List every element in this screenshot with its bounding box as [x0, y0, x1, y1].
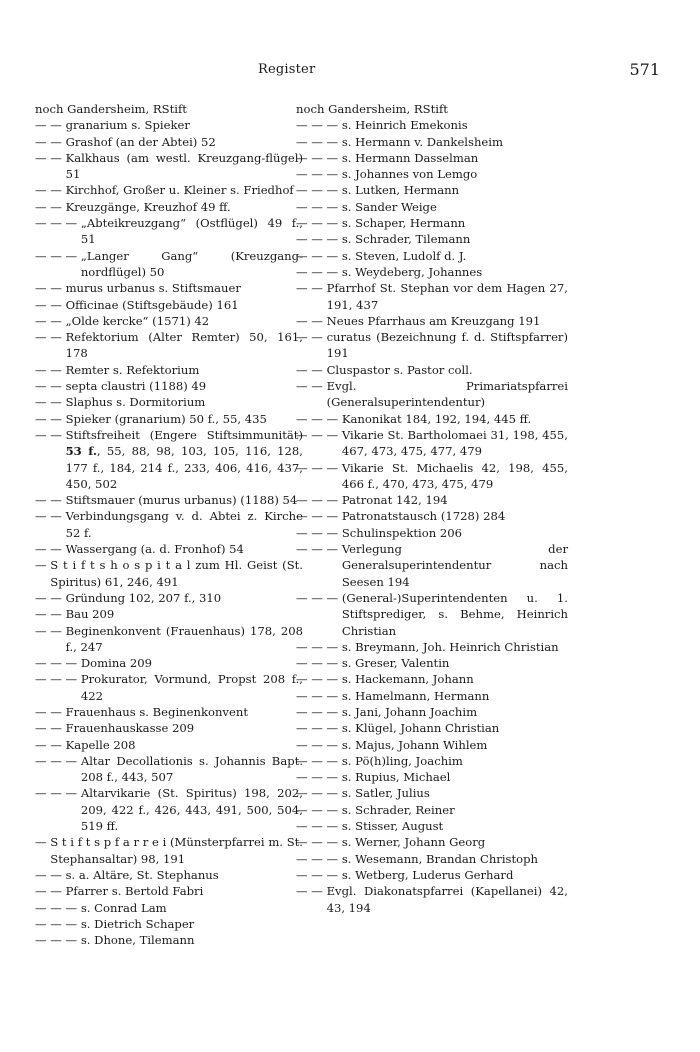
entry-text: Patronat 142, 194 [341, 493, 448, 508]
entry-text: s. Weydeberg, Johannes [341, 264, 483, 279]
index-entry [296, 867, 568, 883]
index-entry [296, 166, 568, 182]
index-entry [35, 101, 303, 117]
entry-text: Gründung 102, 207 f., 310 [65, 590, 222, 605]
entry-text: Bau 209 [65, 607, 115, 622]
index-entry [296, 313, 568, 329]
entry-dashes: — — [35, 590, 66, 605]
index-entry [35, 411, 303, 427]
entry-text: s. Klügel, Johann Christian [341, 721, 500, 736]
entry-text: s. Steven, Ludolf d. J. [341, 248, 467, 263]
index-entry [35, 199, 303, 215]
entry-dashes: — — — [35, 656, 81, 671]
entry-text: Verlegung der Generalsuperintendentur nach Seesen 194 [341, 542, 568, 589]
entry-dashes: — — — [296, 493, 342, 508]
entry-text-bold: 53 f. [65, 444, 97, 459]
entry-dashes: — — — [296, 770, 342, 785]
entry-dashes: — — [35, 379, 66, 394]
entry-text: s. Conrad Lam [80, 900, 167, 915]
entry-text: s. Hamelmann, Hermann [341, 688, 490, 703]
index-entry [296, 150, 568, 166]
entry-text: s. Majus, Johann Wihlem [341, 737, 488, 752]
index-entry [35, 557, 303, 590]
entry-dashes: — — — [296, 150, 342, 165]
entry-text: s. Schrader, Reiner [341, 802, 455, 817]
index-entry [35, 900, 303, 916]
entry-dashes: — — — [296, 427, 342, 442]
entry-dashes: — — — [296, 819, 342, 834]
entry-text: s. Jani, Johann Joachim [341, 704, 478, 719]
index-entry [296, 280, 568, 313]
index-entry [296, 525, 568, 541]
index-entry [296, 753, 568, 769]
index-entry [35, 508, 303, 541]
index-entry [296, 737, 568, 753]
entry-text: „Langer Gang“ (Kreuzgang-nordflügel) 50 [80, 248, 303, 279]
entry-dashes: — [35, 835, 51, 850]
index-entry [296, 427, 568, 460]
index-entry [35, 932, 303, 948]
entry-text: Altarvikarie (St. Spiritus) 198, 202, 209, 422 f., 426, 443, 491, 500, 504, 519 ff. [80, 786, 303, 834]
index-entry [296, 264, 568, 280]
entry-dashes: — — — [35, 933, 81, 948]
entry-text: Stiftsmauer (murus urbanus) (1188) 54 [65, 493, 298, 508]
index-entry [296, 720, 568, 736]
index-entry [35, 916, 303, 932]
entry-dashes: — — — [296, 509, 342, 524]
entry-dashes: — — — [296, 248, 342, 263]
entry-text: Grashof (an der Abtei) 52 [65, 134, 216, 149]
entry-dashes: — — — [296, 835, 342, 850]
entry-dashes: — — — [296, 590, 342, 605]
index-column-left [35, 101, 303, 948]
entry-dashes: — — — [296, 525, 342, 540]
index-entry [296, 541, 568, 590]
entry-text: s. Johannes von Lemgo [341, 167, 478, 182]
index-entry [296, 182, 568, 198]
entry-dashes: — — [35, 313, 66, 328]
index-entry [296, 199, 568, 215]
entry-text: Domina 209 [80, 656, 153, 671]
index-entry [296, 231, 568, 247]
entry-dashes: — — — [296, 802, 342, 817]
entry-text: Frauenhauskasse 209 [65, 721, 195, 736]
entry-text: Kanonikat 184, 192, 194, 445 ff. [341, 411, 532, 426]
entry-text: Beginenkonvent (Frauenhaus) 178, 208 f., 247 [65, 623, 303, 654]
index-entry [296, 639, 568, 655]
entry-text: Slaphus s. Dormitorium [65, 395, 206, 410]
entry-text: Evgl. Diakonatspfarrei (Kapellanei) 42, 43, 194 [326, 884, 568, 915]
entry-text: Pfarrer s. Bertold Fabri [65, 884, 204, 899]
entry-text: s. Greser, Valentin [341, 656, 450, 671]
entry-dashes: — — [35, 721, 66, 736]
index-entry [296, 492, 568, 508]
entry-text: Spieker (granarium) 50 f., 55, 435 [65, 411, 267, 426]
entry-dashes: — — [35, 623, 66, 638]
index-entry [296, 134, 568, 150]
index-entry [296, 818, 568, 834]
entry-text [66, 427, 303, 492]
entry-dashes: — — — [296, 183, 342, 198]
entry-text: „Abteikreuzgang“ (Ostflügel) 49 f., 51 [80, 216, 303, 247]
index-entry [35, 215, 303, 248]
entry-text: s. Lutken, Hermann [341, 183, 460, 198]
entry-text: s. Schrader, Tilemann [341, 232, 471, 247]
entry-text: S t i f t s p f a r r e i (Münsterpfarrei m. St. Stephansaltar) 98, 191 [50, 835, 303, 866]
entry-text: s. Hermann v. Dankelsheim [341, 134, 503, 149]
entry-dashes: — [35, 558, 51, 573]
index-entry [35, 394, 303, 410]
index-entry [296, 671, 568, 687]
index-entry [296, 460, 568, 493]
page-number: 571 [629, 60, 660, 79]
index-entry [296, 378, 568, 411]
entry-text: s. Sander Weige [341, 199, 437, 214]
index-entry [296, 590, 568, 639]
index-entry [35, 867, 303, 883]
entry-dashes: — — [35, 150, 66, 165]
index-entry [296, 411, 568, 427]
entry-text: Verbindungsgang v. d. Abtei z. Kirche 52 f. [65, 509, 303, 540]
entry-text: s. Pö(h)ling, Joachim [341, 753, 463, 768]
index-entry [296, 834, 568, 850]
entry-text: granarium s. Spieker [65, 118, 190, 133]
entry-dashes: — — — [296, 411, 342, 426]
entry-text: Kalkhaus (am westl. Kreuzgang-flügel) 51 [65, 150, 303, 182]
index-entry [35, 280, 303, 296]
index-entry [35, 329, 303, 362]
entry-dashes: — — [296, 330, 327, 345]
index-entry [35, 248, 303, 281]
entry-text: s. Stisser, August [341, 819, 444, 834]
index-entry [35, 313, 303, 329]
entry-dashes: — — [296, 379, 327, 394]
entry-text: curatus (Bezeichnung f. d. Stiftspfarrer) 191 [326, 330, 568, 361]
index-entry [35, 737, 303, 753]
entry-dashes: — — [35, 330, 66, 345]
entry-dashes: — — — [35, 672, 81, 687]
entry-dashes: — — [35, 395, 66, 410]
entry-text: murus urbanus s. Stiftsmauer [65, 281, 241, 296]
index-entry [35, 117, 303, 133]
entry-text: s. Wesemann, Brandan Christoph [341, 851, 539, 866]
entry-dashes: — — [35, 199, 66, 214]
index-entry [35, 492, 303, 508]
entry-text: noch Gandersheim, RStift [296, 102, 448, 116]
index-entry [35, 623, 303, 656]
index-entry [296, 508, 568, 524]
entry-dashes: — — [35, 281, 66, 296]
entry-dashes: — — — [296, 656, 342, 671]
index-entry [296, 851, 568, 867]
entry-text-part: Stiftsfreiheit (Engere Stiftsimmunität) [65, 427, 303, 442]
entry-dashes: — — — [296, 851, 342, 866]
entry-dashes: — — [35, 542, 66, 557]
entry-text: s. Hackemann, Johann [341, 672, 474, 687]
entry-dashes: — — [35, 737, 66, 752]
entry-text: Refektorium (Alter Remter) 50, 161, 178 [65, 330, 303, 361]
index-entry [35, 182, 303, 198]
entry-dashes: — — [35, 134, 66, 149]
index-entry [35, 883, 303, 899]
entry-text: s. Werner, Johann Georg [341, 835, 486, 850]
index-entry [296, 655, 568, 671]
index-entry [35, 834, 303, 867]
index-entry [296, 362, 568, 378]
entry-dashes: — — — [296, 867, 342, 882]
entry-dashes: — — [35, 493, 66, 508]
index-entry [35, 655, 303, 671]
entry-dashes: — — [296, 884, 327, 899]
index-entry [35, 297, 303, 313]
entry-text: Kreuzgänge, Kreuzhof 49 ff. [65, 199, 231, 214]
index-entry [35, 541, 303, 557]
entry-dashes: — — — [296, 721, 342, 736]
entry-dashes: — — — [296, 118, 342, 133]
entry-text: s. Rupius, Michael [341, 770, 451, 785]
entry-dashes: — — — [296, 639, 342, 654]
running-head [0, 62, 700, 82]
entry-text: s. Schaper, Hermann [341, 216, 466, 231]
entry-dashes: — — — [35, 216, 81, 231]
index-entry [296, 883, 568, 916]
page-header-title: Register [258, 62, 316, 77]
entry-text-part: , 55, 88, 98, 103, 105, 116, 128, 177 f., 184, 214 f., 233, 406, 416, 437, 450, 502 [65, 444, 303, 491]
entry-text: s. Breymann, Joh. Heinrich Christian [341, 639, 559, 654]
entry-dashes: — — [35, 509, 66, 524]
index-entry [296, 802, 568, 818]
entry-text: Prokurator, Vormund, Propst 208 f., 422 [80, 672, 303, 703]
entry-text: Wassergang (a. d. Fronhof) 54 [65, 542, 244, 557]
entry-dashes: — — — [296, 753, 342, 768]
index-entry [35, 150, 303, 183]
entry-text: s. Dhone, Tilemann [80, 933, 195, 948]
entry-dashes: — — [296, 362, 327, 377]
entry-dashes: — — — [296, 134, 342, 149]
entry-dashes: — — — [296, 167, 342, 182]
entry-dashes: — — [35, 427, 66, 442]
entry-text: s. a. Altäre, St. Stephanus [65, 867, 219, 882]
entry-text: (General-)Superintendenten u. 1. Stiftsprediger, s. Behme, Heinrich Christian [341, 590, 568, 638]
entry-text: Frauenhaus s. Beginenkonvent [65, 704, 248, 719]
entry-text: „Olde kercke“ (1571) 42 [65, 313, 210, 328]
index-entry [35, 671, 303, 704]
entry-dashes: — — [35, 118, 66, 133]
entry-dashes: — — [35, 411, 66, 426]
index-entry [35, 785, 303, 834]
index-entry [296, 117, 568, 133]
entry-text: Remter s. Refektorium [65, 362, 200, 377]
entry-dashes: — — [296, 313, 327, 328]
entry-text: S t i f t s h o s p i t a l zum Hl. Geist (St. Spiritus) 61, 246, 491 [50, 558, 303, 589]
entry-dashes: — — — [296, 460, 342, 475]
entry-text: Vikarie St. Michaelis 42, 198, 455, 466 f., 470, 473, 475, 479 [341, 460, 568, 491]
index-entry [296, 688, 568, 704]
entry-text: septa claustri (1188) 49 [65, 379, 207, 394]
entry-text: s. Hermann Dasselman [341, 150, 479, 165]
index-entry [296, 329, 568, 362]
entry-dashes: — — [35, 297, 66, 312]
entry-dashes: — — — [35, 900, 81, 915]
index-column-right [296, 101, 568, 916]
entry-dashes: — — — [296, 737, 342, 752]
index-entry [35, 606, 303, 622]
entry-text: Pfarrhof St. Stephan vor dem Hagen 27, 191, 437 [326, 281, 568, 312]
entry-dashes: — — [35, 867, 66, 882]
entry-text: Neues Pfarrhaus am Kreuzgang 191 [326, 313, 541, 328]
entry-dashes: — — [296, 281, 327, 296]
entry-text: s. Heinrich Emekonis [341, 118, 468, 133]
entry-text: s. Satler, Julius [341, 786, 430, 801]
entry-text: Kapelle 208 [65, 737, 136, 752]
entry-text: Vikarie St. Bartholomaei 31, 198, 455, 467, 473, 475, 477, 479 [341, 427, 568, 459]
entry-dashes: — — — [35, 248, 81, 263]
entry-text: Altar Decollationis s. Johannis Bapt. 208 f., 443, 507 [80, 753, 303, 785]
index-entry [35, 134, 303, 150]
index-entry [296, 785, 568, 801]
index-entry [35, 427, 303, 492]
index-entry [35, 378, 303, 394]
entry-dashes: — — — [296, 232, 342, 247]
entry-dashes: — — — [296, 704, 342, 719]
entry-text: Patronatstausch (1728) 284 [341, 509, 506, 524]
index-entry [35, 753, 303, 786]
entry-dashes: — — — [296, 672, 342, 687]
entry-dashes: — — [35, 607, 66, 622]
entry-dashes: — — — [35, 753, 81, 768]
entry-dashes: — — [35, 704, 66, 719]
index-entry [35, 704, 303, 720]
entry-dashes: — — — [35, 916, 81, 931]
entry-text: Evgl. Primariatspfarrei (Generalsuperintendentur) [326, 379, 568, 410]
entry-dashes: — — — [296, 264, 342, 279]
entry-dashes: — — [35, 884, 66, 899]
entry-text: Cluspastor s. Pastor coll. [326, 362, 473, 377]
index-entry [296, 215, 568, 231]
entry-dashes: — — — [296, 688, 342, 703]
index-entry [296, 704, 568, 720]
entry-text: Kirchhof, Großer u. Kleiner s. Friedhof [65, 183, 294, 198]
entry-text: Schulinspektion 206 [341, 525, 462, 540]
entry-text: noch Gandersheim, RStift [35, 102, 187, 116]
entry-dashes: — — — [35, 786, 81, 801]
index-entry [296, 101, 568, 117]
entry-dashes: — — — [296, 786, 342, 801]
index-entry [296, 248, 568, 264]
entry-text: Officinae (Stiftsgebäude) 161 [65, 297, 239, 312]
index-entry [35, 590, 303, 606]
entry-dashes: — — [35, 362, 66, 377]
entry-text: s. Wetberg, Luderus Gerhard [341, 867, 514, 882]
entry-dashes: — — — [296, 216, 342, 231]
entry-dashes: — — [35, 183, 66, 198]
entry-dashes: — — — [296, 542, 342, 557]
entry-text: s. Dietrich Schaper [80, 916, 195, 931]
index-entry [35, 362, 303, 378]
index-entry [35, 720, 303, 736]
index-entry [296, 769, 568, 785]
entry-dashes: — — — [296, 199, 342, 214]
